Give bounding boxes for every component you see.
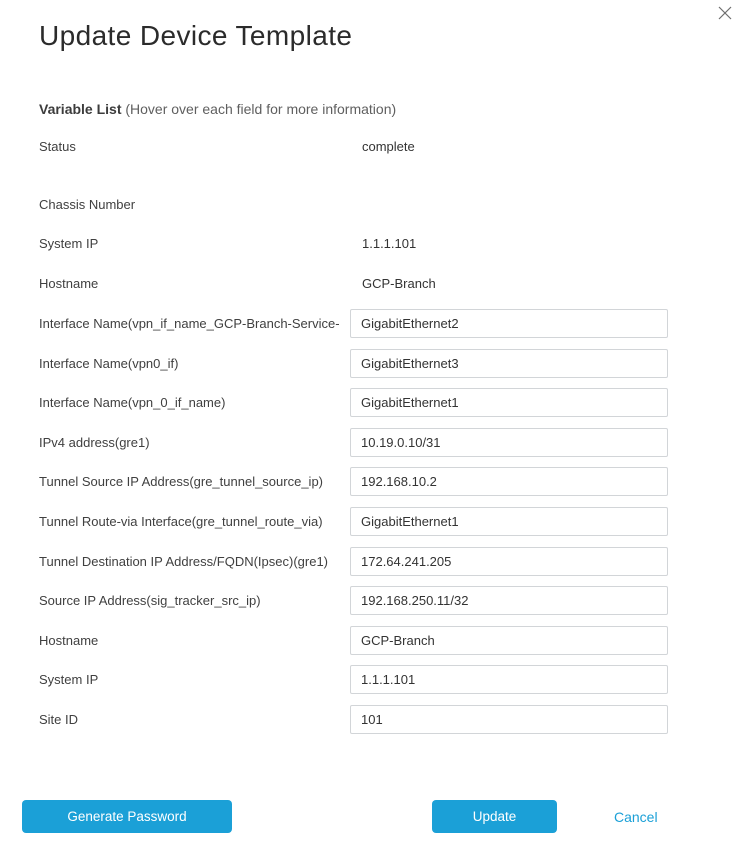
field-label: IPv4 address(gre1) — [39, 435, 150, 450]
cancel-button[interactable]: Cancel — [604, 800, 668, 833]
update-button[interactable]: Update — [432, 800, 557, 833]
field-row-status — [39, 138, 668, 154]
field-row-chassis-number — [39, 196, 668, 212]
field-row-source-ip-tracker — [39, 586, 668, 615]
field-label: Site ID — [39, 712, 79, 727]
variable-list-label: Variable List — [39, 101, 122, 117]
field-label: Hostname — [39, 633, 99, 648]
field-label: Interface Name(vpn0_if) — [39, 356, 179, 371]
close-button[interactable] — [716, 5, 734, 23]
field-value: complete — [362, 138, 415, 154]
field-label: System IP — [39, 672, 99, 687]
variable-input-system-ip[interactable] — [350, 665, 668, 694]
close-icon — [718, 6, 732, 23]
field-value: GCP-Branch — [362, 275, 436, 291]
field-row-tunnel-source-ip — [39, 467, 668, 496]
variable-input-vpn-0-if-name[interactable] — [350, 388, 668, 417]
field-value: 1.1.1.101 — [362, 235, 417, 251]
field-row-interface-name-vpn-0-if-name — [39, 388, 668, 417]
variable-input-tunnel-destination-ip[interactable] — [350, 547, 668, 576]
variable-list-hint: (Hover over each field for more information) — [125, 101, 397, 117]
variable-input-vpn0-if[interactable] — [350, 349, 668, 378]
field-label: Interface Name(vpn_0_if_name) — [39, 395, 226, 410]
variable-input-interface-name-service[interactable] — [350, 309, 668, 338]
field-row-interface-name-service — [39, 309, 668, 338]
variable-list-heading — [39, 101, 396, 117]
field-row-tunnel-route-via — [39, 507, 668, 536]
field-row-site-id — [39, 705, 668, 734]
field-label: Chassis Number — [39, 196, 136, 212]
field-row-system-ip-input — [39, 665, 668, 694]
field-label: System IP — [39, 235, 99, 251]
field-row-hostname-input — [39, 626, 668, 655]
field-label: Source IP Address(sig_tracker_src_ip) — [39, 593, 261, 608]
field-row-hostname — [39, 275, 668, 291]
field-row-system-ip — [39, 235, 668, 251]
field-row-interface-name-vpn0-if — [39, 349, 668, 378]
variable-input-site-id[interactable] — [350, 705, 668, 734]
field-label: Tunnel Source IP Address(gre_tunnel_source_ip) — [39, 474, 324, 489]
dialog-title: Update Device Template — [39, 20, 353, 51]
field-label: Tunnel Destination IP Address/FQDN(Ipsec)(gre1) — [39, 554, 329, 569]
variable-input-ipv4-address-gre1[interactable] — [350, 428, 668, 457]
variable-input-tunnel-route-via[interactable] — [350, 507, 668, 536]
field-row-ipv4-address-gre1 — [39, 428, 668, 457]
field-label: Interface Name(vpn_if_name_GCP-Branch-Service- — [39, 316, 340, 331]
variable-input-source-ip-tracker[interactable] — [350, 586, 668, 615]
field-label: Tunnel Route-via Interface(gre_tunnel_route_via) — [39, 514, 323, 529]
variable-input-tunnel-source-ip[interactable] — [350, 467, 668, 496]
field-label: Status — [39, 138, 76, 154]
variable-input-hostname[interactable] — [350, 626, 668, 655]
field-label: Hostname — [39, 275, 99, 291]
field-row-tunnel-destination-ip — [39, 547, 668, 576]
generate-password-button[interactable]: Generate Password — [22, 800, 232, 833]
